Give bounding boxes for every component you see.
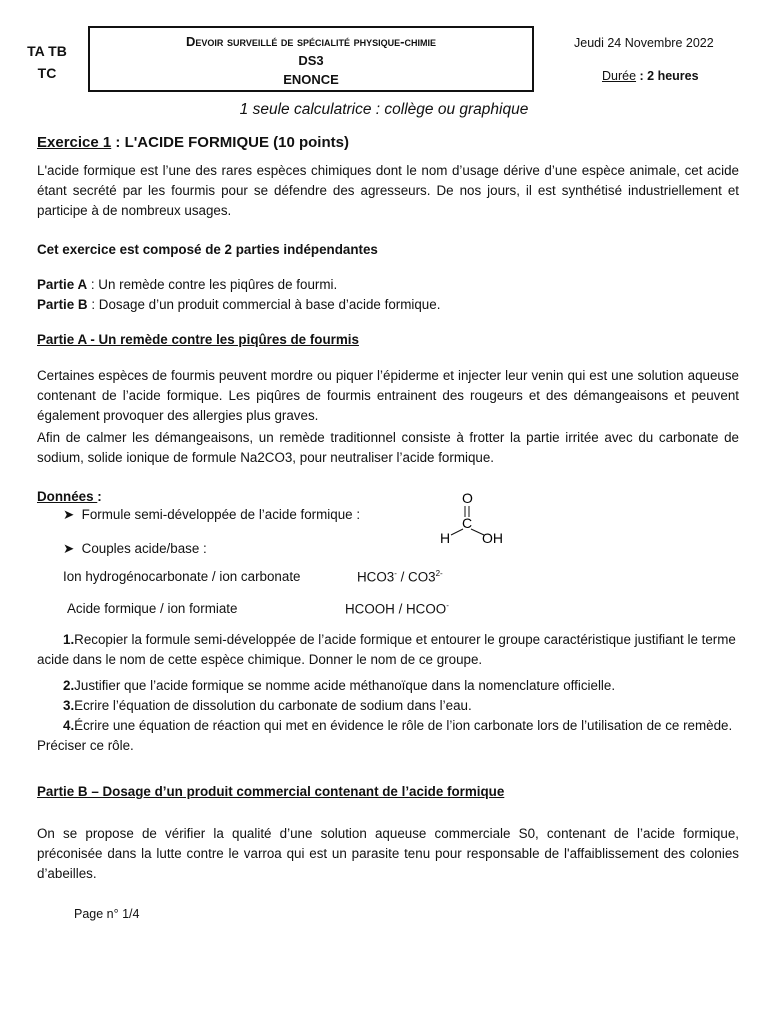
couple-2-charge: -: [446, 601, 449, 610]
parts-intro: Cet exercice est composé de 2 parties indépendantes: [37, 242, 378, 257]
question-1: [37, 630, 739, 670]
data-heading: [37, 487, 739, 507]
arrow-bullet-icon: ➤: [63, 507, 82, 522]
part-b-heading: Partie B – Dosage d’un produit commercial contenant de l’acide formique: [37, 784, 505, 799]
question-2: [37, 676, 739, 696]
question-3: [37, 696, 739, 716]
arrow-bullet-icon: ➤: [63, 541, 82, 556]
exercise-title: [37, 134, 349, 151]
exam-title: Devoir surveillé de spécialité physique-chimie: [185, 34, 437, 49]
question-text: Écrire une équation de réaction qui met en évidence le rôle de l’ion carbonate lors de l’utilisation de ce remède. Préciser ce rôle.: [37, 718, 733, 753]
exercise-heading: : L'ACIDE FORMIQUE (10 points): [111, 134, 349, 151]
couple-1-acid-charge: -: [394, 569, 397, 578]
formic-acid-structure: [436, 490, 526, 546]
part-b-summary: [37, 295, 739, 315]
part-a-paragraph-1: Certaines espèces de fourmis peuvent mordre ou piquer l’épiderme et injecter leur venin qui est une solution aqueuse contenant de l’acide formique. Les piqûres de fourmis entrainent des rougeurs et des démangeaisons et peuvent également provoquer des allergies plus graves.: [37, 368, 739, 423]
question-text: Justifier que l’acide formique se nomme acide méthanoïque dans la nomenclature officielle.: [74, 678, 616, 693]
question-number: 3.: [63, 698, 75, 713]
class-groups: [22, 40, 72, 84]
part-a-paragraph-2: Afin de calmer les démangeaisons, un remède traditionnel consiste à frotter la partie irritée avec du carbonate de sodium, solide ionique de formule Na2CO3, pour neutraliser l’acide formique.: [37, 430, 739, 465]
part-a-summary: [37, 275, 739, 295]
couple-1-separator: / CO3: [396, 569, 436, 585]
part-b-desc: : Dosage d’un produit commercial à base d’acide formique.: [87, 297, 441, 312]
calculator-note: 1 seule calculatrice : collège ou graphique: [239, 101, 529, 118]
mol-hydrogen: H: [440, 530, 451, 546]
duration-label: Durée: [602, 69, 637, 83]
bullet-couples: [63, 541, 207, 557]
class-groups-line2: TC: [37, 65, 57, 81]
part-b-label: Partie B: [37, 297, 88, 312]
data-label: Données: [37, 489, 98, 504]
exam-date: Jeudi 24 Novembre 2022: [574, 36, 714, 50]
question-number: 1.: [63, 632, 75, 647]
mol-carbon: C: [462, 515, 473, 531]
question-4: [37, 716, 739, 756]
exam-duration: [602, 69, 699, 83]
page-number: Page n° 1/4: [74, 907, 140, 921]
mol-hydroxyl: OH: [482, 530, 503, 546]
exam-code: DS3: [298, 53, 324, 68]
bullet-formula-text: Formule semi-développée de l’acide formique :: [81, 507, 361, 522]
mol-oxygen-top: O: [462, 490, 473, 506]
part-a-heading: Partie A - Un remède contre les piqûres de fourmis: [37, 332, 359, 347]
couple-1-base-charge: 2-: [435, 569, 443, 578]
data-colon: :: [97, 489, 102, 504]
question-text: Ecrire l’équation de dissolution du carbonate de sodium dans l’eau.: [74, 698, 472, 713]
bullet-couples-text: Couples acide/base :: [81, 541, 207, 556]
bond-c-h: [451, 529, 463, 535]
duration-value: : 2 heures: [636, 69, 699, 83]
part-b-paragraph-1: On se propose de vérifier la qualité d’une solution aqueuse commerciale S0, contenant de l’acide formique, préconisée dans la lutte contre le varroa qui est un parasite tenu pour responsable de l'affaiblissement des colonies d’abeilles.: [37, 826, 739, 881]
intro-paragraph: L'acide formique est l’une des rares espèces chimiques dont le nom d’usage dérive d’une espèce animale, cet acide étant secrété par les fourmis pour se défendre des agresseurs. De nos jours, il est synthétisé industriellement et participe à de nombreux usages.: [37, 163, 739, 218]
exercise-label: Exercice 1: [37, 134, 112, 151]
part-a-label: Partie A: [37, 277, 88, 292]
couple-2-pair: HCOOH / HCOO: [345, 601, 447, 617]
question-number: 2.: [63, 678, 75, 693]
couple-1-acid: HCO3: [357, 569, 395, 585]
bullet-formula: [63, 507, 360, 523]
question-text: Recopier la formule semi-développée de l’acide formique et entourer le groupe caractéristique justifiant le terme acide dans le nom de cette espèce chimique. Donner le nom de ce groupe.: [37, 632, 736, 667]
couple-1-formula: [357, 569, 443, 584]
part-a-desc: : Un remède contre les piqûres de fourmi.: [87, 277, 338, 292]
question-number: 4.: [63, 718, 75, 733]
title-box: [88, 26, 534, 92]
exam-subtitle: ENONCE: [283, 72, 339, 87]
couple-2-name: Acide formique / ion formiate: [67, 601, 238, 616]
couple-1-name: Ion hydrogénocarbonate / ion carbonate: [63, 569, 301, 584]
couple-2-formula: [345, 601, 449, 616]
class-groups-line1: TA TB: [27, 43, 67, 59]
